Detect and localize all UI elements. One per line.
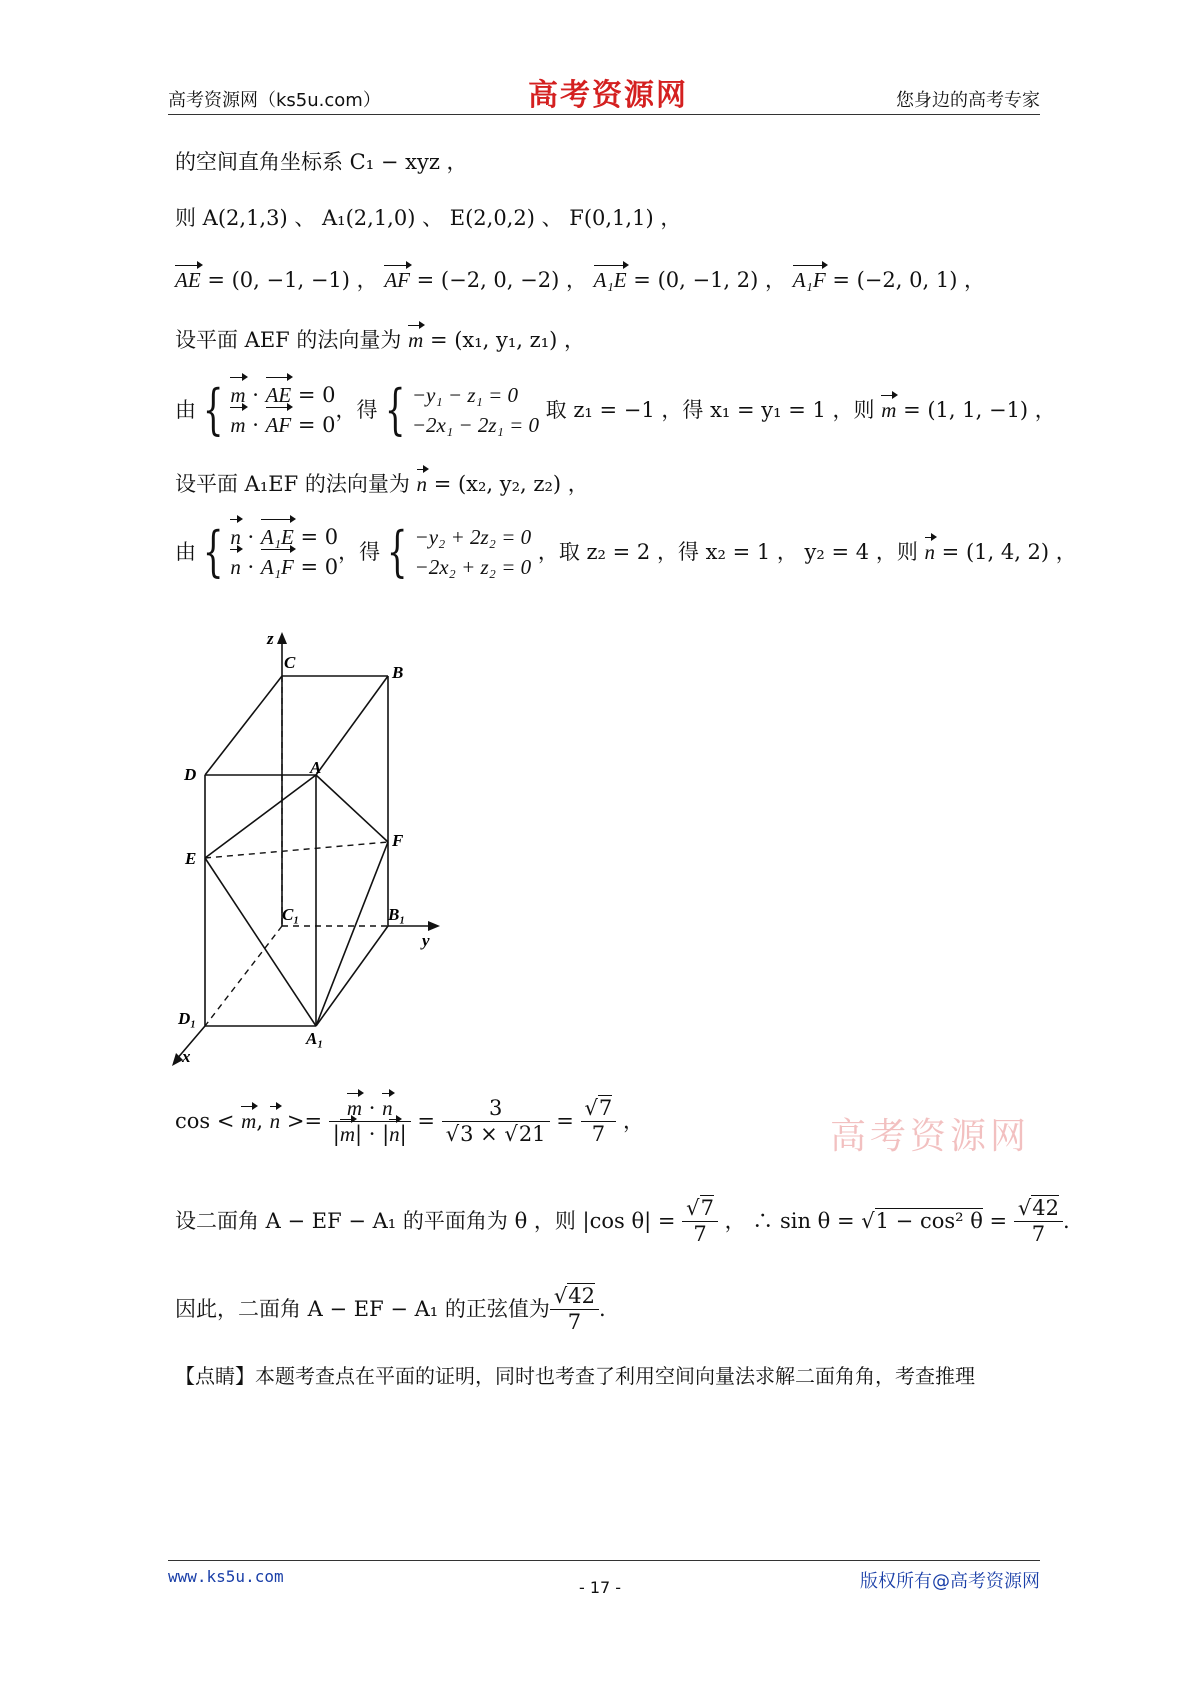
text-line-1: 的空间直角坐标系 C₁ − xyz ， (175, 150, 468, 174)
line5-de: ，得 (335, 397, 378, 422)
eq-zero: = 0 (291, 383, 336, 407)
dot: · (245, 383, 266, 407)
footer-link[interactable]: www.ks5u.com (168, 1567, 284, 1586)
dot: · (245, 413, 266, 438)
vec-m: m (346, 1096, 363, 1120)
dot: · (240, 555, 261, 580)
cos-mid: >= (280, 1109, 323, 1134)
line10-end: . (599, 1297, 606, 1322)
fraction-root7-over-7: $\frac{√7}{7}$ (682, 1196, 718, 1247)
solved-system-n (415, 522, 532, 583)
text-line-6 (175, 472, 589, 497)
text-line-11: 【点睛】本题考查点在平面的证明，同时也考查了利用空间向量法求解二面角角，考查推理 (175, 1364, 975, 1388)
vector-AE-value: = (0, −1, −1) ， (200, 268, 378, 292)
line8-end: ， (616, 1109, 644, 1134)
radicand: 21 (518, 1122, 546, 1147)
system-row-2: −2x₂ + z₂ = 0 (414, 555, 532, 580)
dot: · (362, 1122, 383, 1147)
eq-zero: = 0 (293, 555, 339, 580)
text-line-5 (175, 380, 1056, 441)
vec-n: n (389, 1122, 400, 1147)
vector-m: m (408, 328, 424, 352)
label-B: B (392, 663, 404, 682)
edge-AB (316, 676, 388, 775)
vec-n: n (230, 552, 241, 582)
system-row-1: −y₂ + 2z₂ = 0 (414, 525, 532, 549)
vec-m: m (230, 410, 245, 440)
vec-AE: AE (266, 380, 292, 410)
line5-end: = (1, 1, −1) ， (896, 397, 1056, 422)
cos-prefix: cos < (175, 1109, 242, 1134)
equals: = (410, 1109, 442, 1134)
edge-AE (205, 775, 316, 858)
line9-prefix: 设二面角 A − EF − A₁ 的平面角为 θ ，则 |cos θ| = (175, 1209, 683, 1234)
prism-figure (170, 620, 470, 1080)
edge-DC (205, 676, 282, 775)
label-E: E (185, 849, 197, 868)
vec-n: n (230, 522, 241, 552)
vector-AF: AF (384, 268, 410, 292)
vec-m: m (241, 1109, 257, 1134)
fraction-root42-over-7: $\frac{√42}{7}$ (1014, 1196, 1063, 1247)
edge-EA1 (205, 858, 316, 1026)
dot: · (240, 525, 261, 549)
text-line-4 (175, 328, 585, 353)
fraction-root42-over-7: $\frac{√42}{7}$ (550, 1284, 599, 1335)
equals: = (982, 1209, 1014, 1234)
footer-copyright: 版权所有@高考资源网 (860, 1571, 1040, 1592)
fraction-dot-over-norms: $\frac{m \cdot n}{|m| \cdot |n|}$ (329, 1096, 411, 1147)
solved-system-m (412, 380, 539, 441)
line4-suffix: = (x₁, y₁, z₁) ， (423, 328, 586, 352)
text-line-10 (175, 1284, 606, 1335)
left-brace: { (384, 378, 406, 442)
vector-A1E: A₁E (593, 268, 627, 292)
vector-A1F: A₁F (792, 268, 826, 292)
header-logo: 高考资源网 (528, 78, 688, 113)
line6-prefix: 设平面 A₁EF 的法向量为 (175, 472, 417, 496)
vec-m: m (230, 380, 245, 410)
vec-m: m (339, 1122, 355, 1147)
denominator: 7 (591, 1122, 606, 1147)
equation-system-n (230, 522, 338, 583)
fraction-3-over-roots: $\frac{3}{√3 \times √21}$ (442, 1096, 550, 1147)
left-brace: { (202, 520, 224, 584)
vec-n: n (382, 1096, 393, 1120)
text-line-9: 设二面角 A − EF − A₁ 的平面角为 θ ，则 |cos θ| = $\frac{√7}{7}$ ， ∴ sin θ = √1 − cos² θ = $\frac{√42}{7}$ . (175, 1196, 1070, 1247)
line7-you: 由 (175, 539, 196, 564)
line5-you: 由 (175, 397, 196, 422)
radicand: 42 (1032, 1196, 1059, 1220)
watermark: 高考资源网 (830, 1116, 1031, 1157)
label-C1: C₁ (282, 905, 300, 924)
label-F: F (392, 831, 404, 850)
vec-AF: AF (266, 410, 292, 440)
text-line-2: 则 A(2,1,3) 、 A₁(2,1,0) 、 E(2,0,2) 、 F(0,1,1) ， (175, 206, 682, 230)
page-number: - 17 - (578, 1578, 622, 1597)
eq-zero: = 0 (291, 413, 336, 438)
radicand: 42 (568, 1284, 596, 1308)
x-axis (176, 1026, 205, 1060)
vector-n: n (924, 539, 935, 564)
edge-A1B1 (316, 926, 388, 1026)
left-brace: { (387, 520, 408, 584)
vector-AF-value: = (−2, 0, −2) ， (409, 268, 587, 292)
header-left-text: 高考资源网（ks5u.com） (168, 90, 381, 111)
edge-FA1 (316, 842, 388, 1026)
y-arrow-icon (428, 921, 440, 931)
fraction-root7-over-7: $\frac{√7}{7}$ (581, 1096, 617, 1147)
line5-tail: 取 z₁ = −1 ，得 x₁ = y₁ = 1 ，则 (539, 397, 882, 422)
label-D: D (184, 765, 197, 784)
radicand: 7 (598, 1096, 613, 1120)
denominator: 7 (567, 1310, 582, 1335)
label-y: y (422, 931, 430, 950)
vector-A1E-value: = (0, −1, 2) ， (626, 268, 787, 292)
page-header (168, 78, 1040, 115)
label-z: z (267, 629, 274, 648)
eq-zero: = 0 (293, 525, 339, 549)
edge-AF (316, 775, 388, 842)
numerator: 3 (442, 1096, 550, 1122)
edge-C1D1-dashed (205, 926, 282, 1026)
line4-prefix: 设平面 AEF 的法向量为 (175, 328, 409, 352)
equation-system-m (230, 380, 335, 441)
times: × (473, 1122, 505, 1147)
line7-end: = (1, 4, 2) ， (935, 539, 1077, 564)
dot: · (362, 1096, 383, 1120)
text-line-8 (175, 1096, 644, 1147)
label-A: A (310, 758, 322, 777)
vec-A1F: A₁F (261, 552, 294, 582)
left-brace: { (202, 378, 224, 442)
denominator: 7 (1031, 1222, 1046, 1247)
vec-n: n (269, 1109, 281, 1134)
line7-tail: ，取 z₂ = 2 ，得 x₂ = 1 ， y₂ = 4 ，则 (531, 539, 925, 564)
radicand: 7 (700, 1196, 714, 1220)
label-C: C (284, 653, 296, 672)
header-right-text: 您身边的高考专家 (896, 90, 1040, 111)
label-B1: B₁ (388, 905, 406, 924)
denominator: 7 (693, 1222, 707, 1247)
line7-de: ，得 (338, 539, 381, 564)
equals: = (549, 1109, 581, 1134)
radicand: 3 (460, 1122, 474, 1147)
label-D1: D₁ (178, 1009, 197, 1028)
vector-n: n (416, 472, 428, 496)
line6-suffix: = (x₂, y₂, z₂) ， (427, 472, 589, 496)
radicand: 1 − cos² θ (875, 1209, 983, 1234)
comma: , (256, 1109, 270, 1134)
label-A1: A₁ (306, 1029, 324, 1048)
text-line-3 (175, 268, 985, 293)
vector-m: m (881, 397, 897, 422)
line9-end: . (1062, 1209, 1070, 1234)
text-line-7 (175, 522, 1077, 583)
edge-EF-dashed (205, 842, 388, 858)
line10-prefix: 因此，二面角 A − EF − A₁ 的正弦值为 (175, 1297, 550, 1322)
vector-A1F-value: = (−2, 0, 1) ， (825, 268, 986, 292)
system-row-1: −y₁ − z₁ = 0 (411, 383, 518, 407)
line9-mid: ， ∴ sin θ = (717, 1209, 862, 1234)
z-arrow-icon (277, 632, 287, 644)
system-row-2: −2x₁ − 2z₁ = 0 (411, 413, 539, 438)
vector-AE: AE (175, 268, 201, 292)
vec-A1E: A₁E (261, 522, 294, 552)
label-x: x (182, 1047, 191, 1066)
